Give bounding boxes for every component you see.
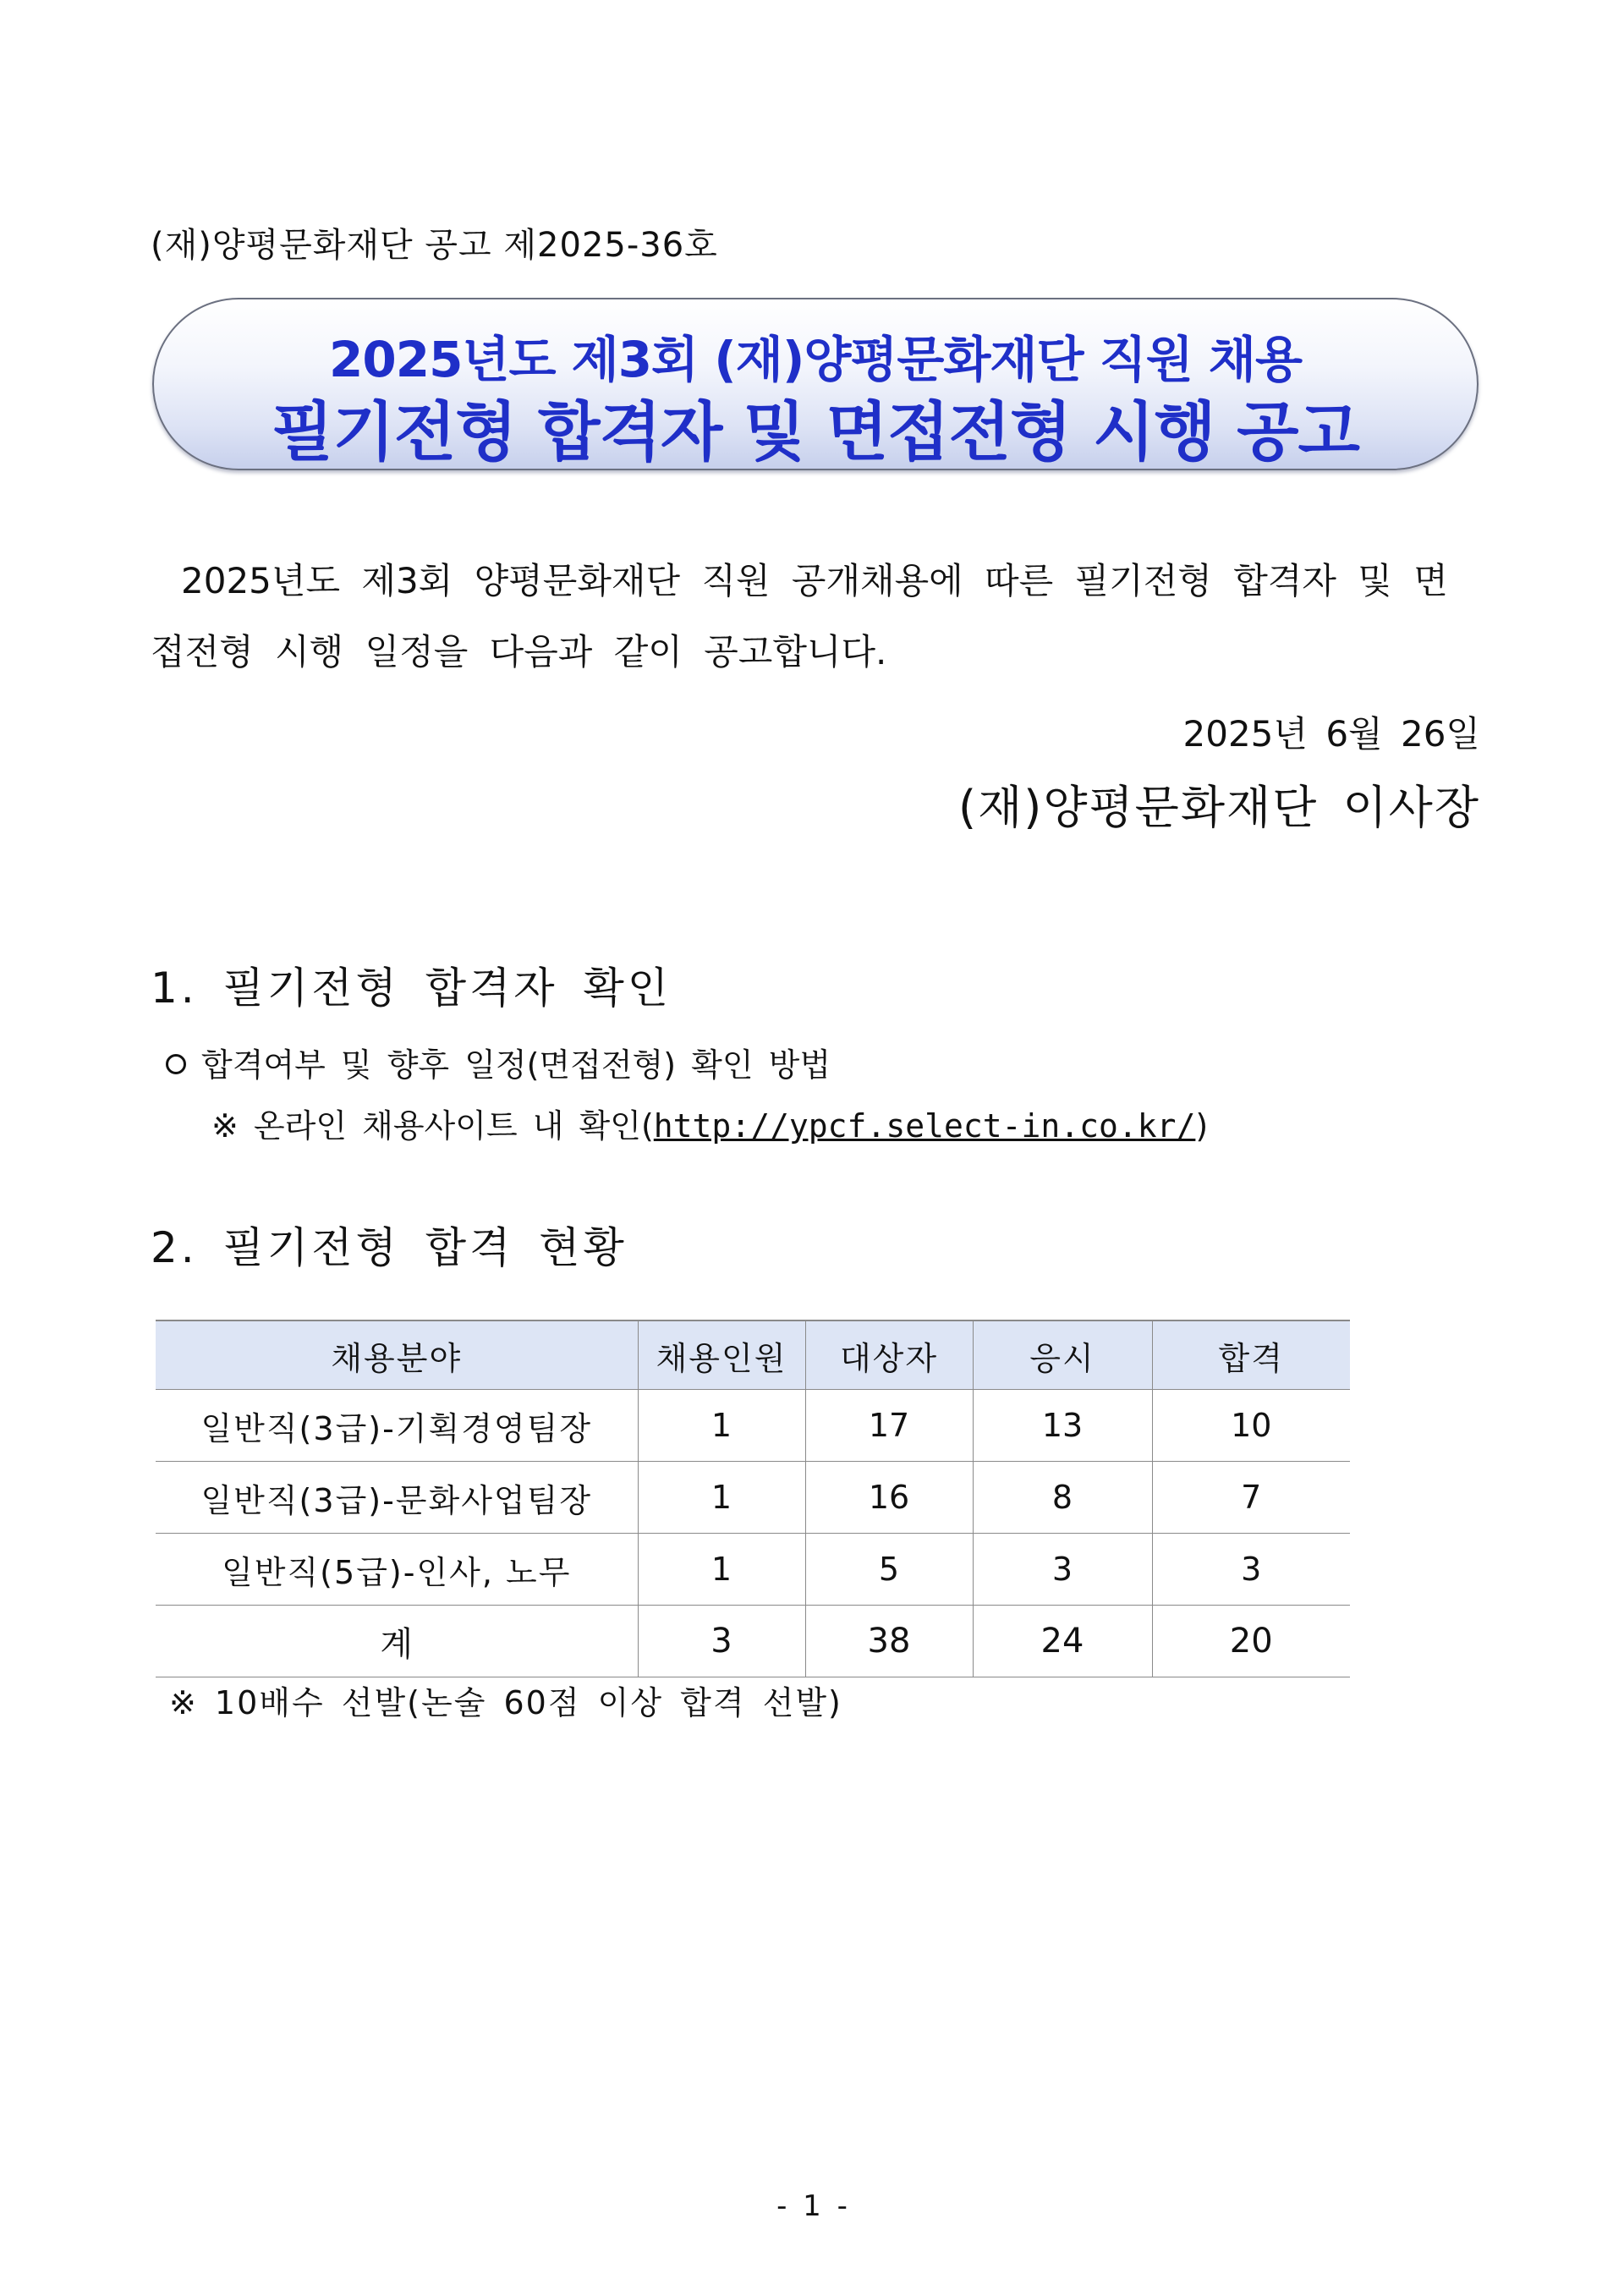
bullet-text: 합격여부 및 향후 일정(면접전형) 확인 방법: [201, 1046, 831, 1084]
recruit-site-link[interactable]: http://ypcf.select-in.co.kr/: [653, 1107, 1196, 1145]
cell-candidates: 17: [805, 1390, 973, 1462]
title-line-1: 2025년도 제3회 (재)양평문화재단 직원 채용: [329, 331, 1302, 388]
table-note: ※ 10배수 선발(논술 60점 이상 합격 선발): [169, 1684, 842, 1721]
note-suffix: ): [1195, 1107, 1209, 1145]
cell-openings: 1: [638, 1462, 805, 1534]
results-table: [156, 1320, 1350, 1677]
cell-field: 일반직(3급)-문화사업팀장: [156, 1462, 638, 1534]
notice-date: 2025년 6월 26일: [1182, 713, 1480, 755]
cell-openings: 1: [638, 1390, 805, 1462]
table-row: [156, 1390, 1350, 1462]
title-line-2: 필기전형 합격자 및 면접전형 시행 공고: [272, 394, 1359, 469]
cell-openings: 1: [638, 1534, 805, 1606]
notice-number: (재)양평문화재단 공고 제2025-36호: [151, 226, 718, 265]
issuer: (재)양평문화재단 이사장: [958, 781, 1480, 834]
header-candidates: 대상자: [805, 1320, 973, 1390]
header-openings: 채용인원: [638, 1320, 805, 1390]
table-row: [156, 1462, 1350, 1534]
cell-passed: 7: [1152, 1462, 1350, 1534]
section-1-title: 1. 필기전형 합격자 확인: [151, 964, 672, 1013]
section-1-note: [211, 1100, 1208, 1146]
section-2-title: 2. 필기전형 합격 현황: [151, 1223, 628, 1272]
cell-passed: 10: [1152, 1390, 1350, 1462]
note-prefix: ※ 온라인 채용사이트 내 확인(: [211, 1107, 654, 1145]
cell-examinees: 13: [973, 1390, 1152, 1462]
cell-candidates: 5: [805, 1534, 973, 1606]
total-examinees: 24: [973, 1606, 1152, 1677]
intro-paragraph: 2025년도 제3회 양평문화재단 직원 공개채용에 따른 필기전형 합격자 및 면접전형 시행 일정을 다음과 같이 공고합니다.: [151, 560, 1448, 673]
header-examinees: 응시: [973, 1320, 1152, 1390]
table-row: [156, 1534, 1350, 1606]
header-passed: 합격: [1152, 1320, 1350, 1390]
cell-field: 일반직(5급)-인사, 노무: [156, 1534, 638, 1606]
cell-field: 일반직(3급)-기획경영팀장: [156, 1390, 638, 1462]
section-1-bullet: [166, 1039, 831, 1085]
cell-candidates: 16: [805, 1462, 973, 1534]
cell-examinees: 3: [973, 1534, 1152, 1606]
header-field: 채용분야: [156, 1320, 638, 1390]
page-number: - 1 -: [776, 2189, 848, 2223]
table-total-row: [156, 1606, 1350, 1677]
total-passed: 20: [1152, 1606, 1350, 1677]
circle-bullet-icon: [166, 1054, 186, 1074]
total-label: 계: [156, 1606, 638, 1677]
total-candidates: 38: [805, 1606, 973, 1677]
cell-passed: 3: [1152, 1534, 1350, 1606]
table-header-row: [156, 1320, 1350, 1390]
title-banner: [152, 298, 1479, 470]
total-openings: 3: [638, 1606, 805, 1677]
cell-examinees: 8: [973, 1462, 1152, 1534]
